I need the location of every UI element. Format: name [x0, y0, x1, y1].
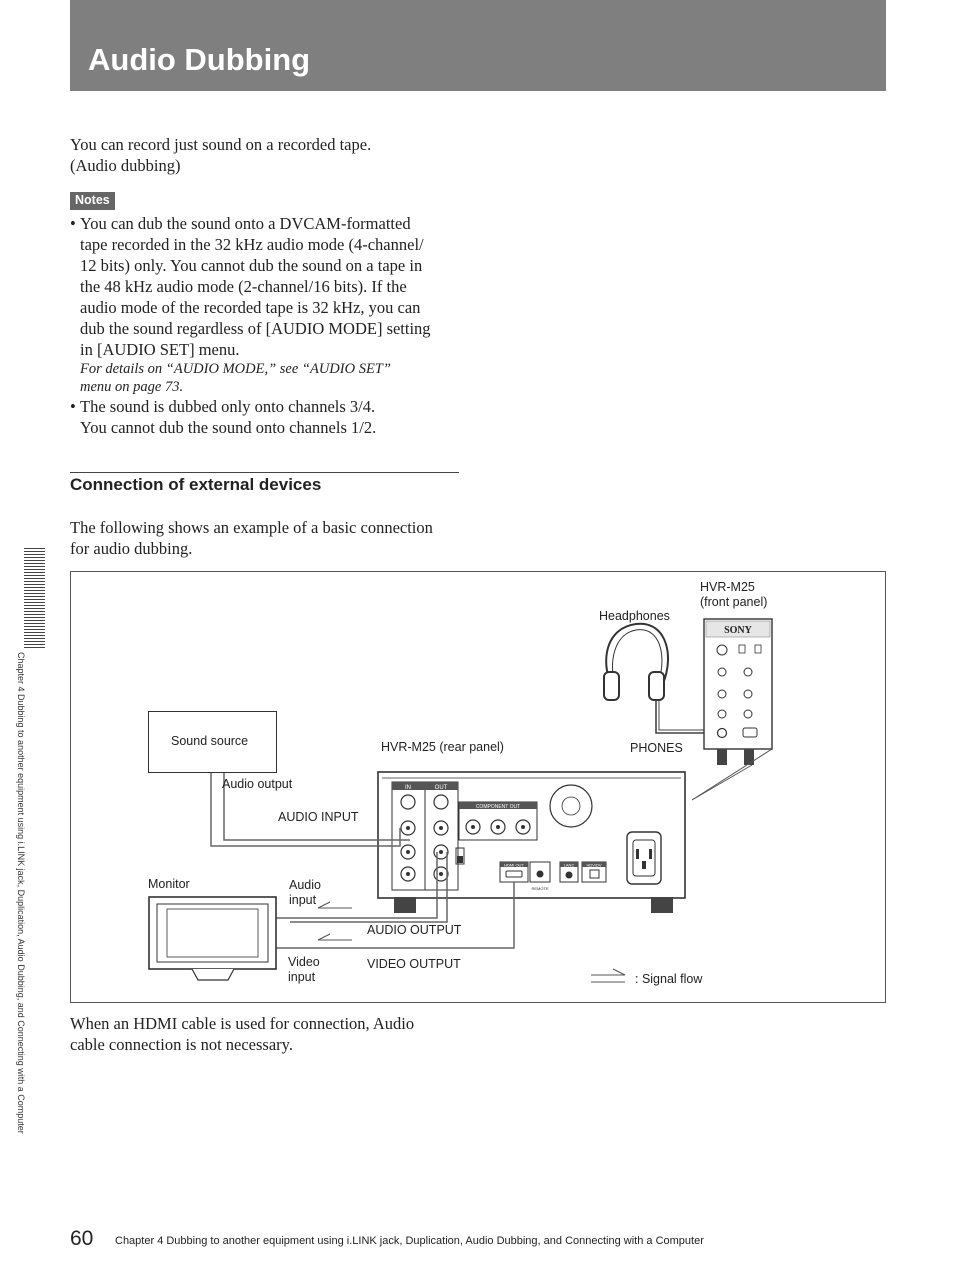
label-line: Audio	[289, 878, 321, 892]
note-line: The sound is dubbed only onto channels 3/4.	[80, 397, 376, 416]
monitor-icon	[149, 897, 276, 980]
monitor-audio-input-label	[289, 878, 321, 908]
label-line: input	[288, 970, 316, 984]
note-line: audio mode of the recorded tape is 32 kHz, you can	[80, 298, 421, 317]
headphones-label: Headphones	[599, 609, 670, 623]
section-line: for audio dubbing.	[70, 539, 193, 558]
panel-out-label: OUT	[434, 785, 448, 791]
paragraph-line: When an HDMI cable is used for connection, Audio	[70, 1014, 415, 1033]
footer-chapter-text: Chapter 4 Dubbing to another equipment using i.LINK jack, Duplication, Audio Dubbing, and Connecting with a Computer	[115, 1235, 704, 1247]
note-line: the 48 kHz audio mode (2-channel/16 bits). If the	[80, 277, 407, 296]
chapter-tab-marker	[24, 548, 45, 648]
lanc-label: LANC	[563, 862, 575, 868]
bullet-dot: •	[70, 214, 76, 233]
note-reference-line: For details on “AUDIO MODE,” see “AUDIO SET”	[80, 361, 391, 377]
paragraph-line: cable connection is not necessary.	[70, 1035, 293, 1054]
headphones-icon	[604, 624, 668, 700]
front-panel-brand: SONY	[724, 625, 752, 636]
label-line: Video	[288, 955, 320, 969]
rear-panel-label: HVR-M25 (rear panel)	[381, 740, 504, 754]
front-panel-label	[700, 580, 767, 610]
rear-panel-icon	[378, 772, 685, 913]
monitor-video-input-label	[288, 955, 320, 985]
label-line: input	[289, 893, 317, 907]
notes-badge: Notes	[70, 192, 115, 210]
note-line: You cannot dub the sound onto channels 1/2.	[80, 418, 377, 437]
panel-in-label: IN	[405, 785, 411, 791]
monitor-label: Monitor	[148, 877, 190, 891]
hdmi-note-paragraph	[70, 1013, 470, 1055]
hdmi-out-label: HDMI OUT	[504, 862, 524, 868]
audio-input-jack-label: AUDIO INPUT	[278, 810, 359, 824]
phones-label: PHONES	[630, 741, 683, 755]
page-title: Audio Dubbing	[88, 42, 311, 77]
sound-source-label: Sound source	[171, 734, 249, 748]
note-line: in [AUDIO SET] menu.	[80, 340, 240, 359]
signal-flow-legend: : Signal flow	[635, 972, 703, 986]
audio-output-jack-label: AUDIO OUTPUT	[367, 923, 462, 937]
intro-line: (Audio dubbing)	[70, 156, 181, 175]
intro-line: You can record just sound on a recorded tape.	[70, 135, 372, 154]
hdv-dv-label: HDV/DV	[586, 862, 602, 868]
section-line: The following shows an example of a basic connection	[70, 518, 433, 537]
section-heading: Connection of external devices	[70, 475, 322, 494]
audio-output-label: Audio output	[222, 777, 293, 791]
component-out-label: COMPONENT OUT	[475, 804, 521, 810]
side-chapter-text: Chapter 4 Dubbing to another equipment using i.LINK jack, Duplication, Audio Dubbing, and Connecting with a Computer	[16, 652, 26, 1134]
note-line: You can dub the sound onto a DVCAM-formatted	[80, 214, 411, 233]
bullet-dot: •	[70, 397, 76, 416]
note-line: dub the sound regardless of [AUDIO MODE] setting	[80, 319, 431, 338]
page-number: 60	[70, 1227, 94, 1250]
signal-flow-arrow	[318, 902, 625, 982]
note-reference-line: menu on page 73.	[80, 379, 184, 395]
front-panel-label-line: HVR-M25	[700, 580, 755, 594]
remote-label: REMOTE	[531, 886, 549, 891]
video-output-jack-label: VIDEO OUTPUT	[367, 957, 461, 971]
front-panel-label-line: (front panel)	[700, 595, 768, 609]
note-line: tape recorded in the 32 kHz audio mode (4-channel/	[80, 235, 424, 254]
front-panel-icon	[704, 619, 772, 765]
note-line: 12 bits) only. You cannot dub the sound on a tape in	[80, 256, 423, 275]
